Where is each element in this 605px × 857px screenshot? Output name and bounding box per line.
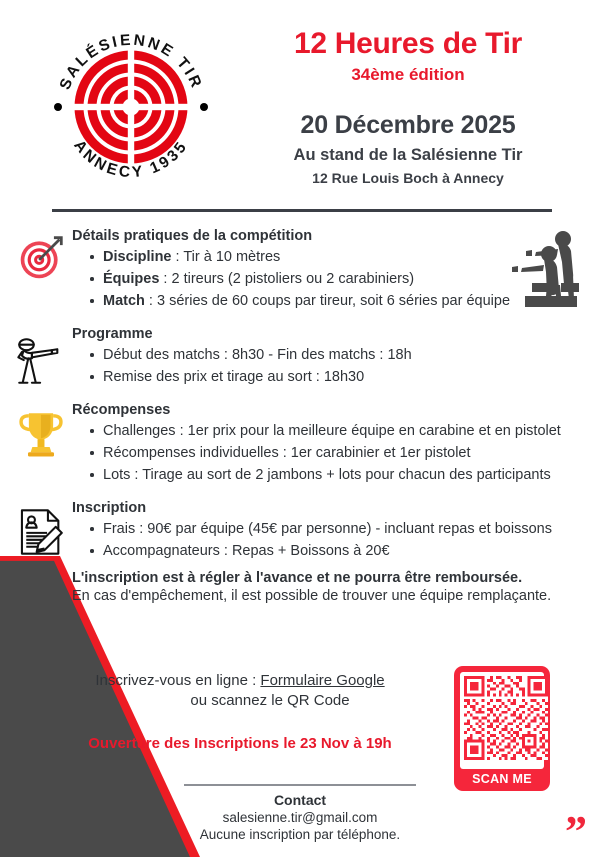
event-address: 12 Rue Louis Boch à Annecy	[312, 169, 504, 186]
header-divider	[52, 209, 552, 212]
edition-subtitle: 34ème édition	[351, 64, 465, 84]
qr-code-image	[460, 672, 544, 769]
title-block	[232, 28, 584, 186]
list-item	[90, 268, 605, 290]
signup-instructions	[60, 672, 420, 752]
section-rewards	[0, 402, 605, 486]
contact-divider	[184, 784, 416, 786]
qr-code-card[interactable]	[454, 666, 550, 791]
item-text: Lots : Tirage au sort de 2 jambons + lots pour chacun des participants	[103, 467, 551, 484]
club-logo	[36, 22, 226, 192]
item-label: Discipline	[103, 249, 172, 265]
section-registration	[0, 500, 605, 604]
quotation-mark-icon: ”	[565, 807, 587, 856]
section-heading: Récompenses	[72, 402, 171, 419]
item-text: : 3 séries de 60 coups par tireur, soit 6 séries par équipe	[144, 293, 511, 310]
list-item	[90, 420, 605, 442]
event-venue: Au stand de la Salésienne Tir	[293, 145, 523, 164]
item-text: Challenges : 1er prix pour la meilleure équipe en carabine et en pistolet	[103, 423, 561, 440]
contact-email[interactable]: salesienne.tir@gmail.com	[222, 810, 378, 825]
item-text: Remise des prix et tirage au sort : 18h30	[103, 369, 365, 386]
item-text: Récompenses individuelles : 1er carabinier et 1er pistolet	[103, 445, 471, 462]
target-icon	[10, 234, 72, 287]
signup-line-2: ou scannez le QR Code	[190, 692, 350, 709]
list-item	[90, 518, 605, 540]
refund-notice: L'inscription est à régler à l'avance et ne pourra être remboursée.	[72, 570, 523, 587]
signup-line-1	[60, 672, 420, 689]
contact-note: Aucune inscription par téléphone.	[199, 827, 401, 842]
poster-header	[0, 0, 605, 200]
section-list	[72, 420, 605, 486]
item-label: Match	[103, 293, 145, 310]
event-date: 20 Décembre 2025	[300, 110, 516, 139]
list-item	[90, 246, 605, 268]
trophy-icon	[10, 408, 72, 465]
list-item	[90, 366, 605, 388]
list-item	[90, 442, 605, 464]
item-text: Accompagnateurs : Repas + Boissons à 20€	[103, 543, 390, 560]
item-text: Début des matchs : 8h30 - Fin des matchs : 18h	[103, 347, 412, 364]
rifle-shooter-icon	[10, 332, 72, 395]
list-item	[90, 540, 605, 562]
logo-top-text: SALÉSIENNE TIR	[56, 31, 206, 93]
scan-me-label: SCAN ME	[472, 772, 532, 786]
poster-body	[0, 228, 605, 618]
replacement-notice: En cas d'empêchement, il est possible de trouver une équipe remplaçante.	[72, 588, 552, 605]
section-programme	[0, 326, 605, 388]
section-list	[72, 344, 605, 388]
list-item	[90, 344, 605, 366]
section-competition-details	[0, 228, 605, 312]
logo-bottom-text: ANNECY 1935	[70, 137, 192, 182]
registration-opening: Ouverture des Inscriptions le 23 Nov à 19h	[88, 735, 392, 752]
page-title: 12 Heures de Tir	[293, 27, 523, 60]
item-text: : Tir à 10 mètres	[171, 249, 281, 265]
google-form-link[interactable]: Formulaire Google	[260, 672, 385, 689]
section-heading: Programme	[72, 326, 153, 343]
contact-block	[100, 792, 500, 842]
signup-prefix: Inscrivez-vous en ligne :	[95, 672, 261, 689]
contact-title: Contact	[273, 792, 327, 808]
section-heading: Détails pratiques de la compétition	[72, 228, 313, 244]
registration-form-icon	[10, 506, 72, 563]
section-heading: Inscription	[72, 500, 147, 517]
section-list	[72, 518, 605, 562]
section-list	[72, 246, 605, 312]
list-item	[90, 464, 605, 486]
item-text: : 2 tireurs (2 pistoliers ou 2 carabiniers)	[159, 271, 415, 288]
item-label: Équipes	[103, 271, 160, 288]
list-item	[90, 290, 605, 312]
item-text: Frais : 90€ par équipe (45€ par personne) - incluant repas et boissons	[103, 521, 552, 538]
